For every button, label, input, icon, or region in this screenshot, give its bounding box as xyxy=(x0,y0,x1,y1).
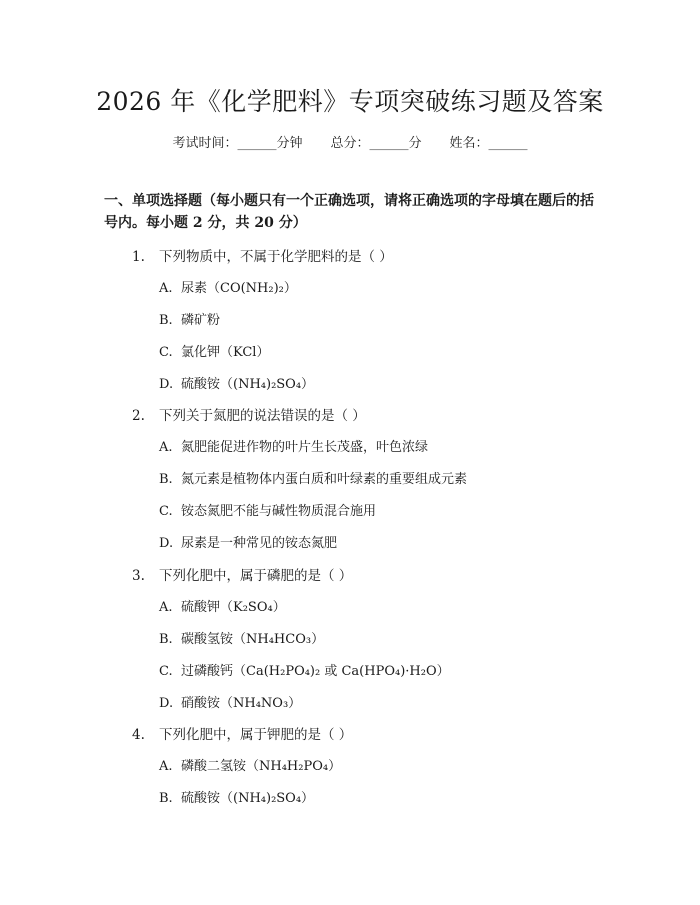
option-3a: A. 硫酸钾（K₂SO₄） xyxy=(159,600,286,615)
option-3d: D. 硝酸铵（NH₄NO₃） xyxy=(159,696,302,711)
option-text: 硝酸铵（NH₄NO₃） xyxy=(181,696,302,711)
question-number: 1. xyxy=(132,249,145,265)
option-1d: D. 硫酸铵（(NH₄)₂SO₄） xyxy=(159,377,315,392)
question-stem: 下列关于氮肥的说法错误的是（ ） xyxy=(159,408,366,424)
question-stem: 下列化肥中，属于磷肥的是（ ） xyxy=(159,568,353,584)
question-3 xyxy=(132,564,352,584)
total-score-field: 总分：______分 xyxy=(330,136,422,151)
option-4b: B. 硫酸铵（(NH₄)₂SO₄） xyxy=(159,791,315,806)
option-text: 尿素是一种常见的铵态氮肥 xyxy=(181,536,338,551)
question-number: 2. xyxy=(132,408,145,424)
question-1 xyxy=(132,245,393,265)
option-3b: B. 碳酸氢铵（NH₄HCO₃） xyxy=(159,632,325,647)
option-text: 硫酸铵（(NH₄)₂SO₄） xyxy=(181,791,315,806)
option-text: 过磷酸钙（Ca(H₂PO₄)₂ 或 Ca(HPO₄)·H₂O） xyxy=(181,664,450,679)
question-number: 4. xyxy=(132,727,145,743)
page-title: 2026 年《化学肥料》专项突破练习题及答案 xyxy=(96,87,604,116)
question-number: 3. xyxy=(132,568,145,584)
option-text: 硫酸钾（K₂SO₄） xyxy=(181,600,286,615)
option-2c: C. 铵态氮肥不能与碱性物质混合施用 xyxy=(159,504,377,519)
question-2 xyxy=(132,404,366,424)
exam-meta xyxy=(0,132,700,151)
option-2d: D. 尿素是一种常见的铵态氮肥 xyxy=(159,536,338,551)
question-stem: 下列物质中，不属于化学肥料的是（ ） xyxy=(159,249,393,265)
option-4a: A. 磷酸二氢铵（NH₄H₂PO₄） xyxy=(159,759,342,774)
option-1a: A. 尿素（CO(NH₂)₂） xyxy=(159,281,297,296)
section-heading: 一、单项选择题（每小题只有一个正确选项，请将正确选项的字母填在题后的括号内。每小题 2 分，共 20 分） xyxy=(104,193,594,231)
student-name-field: 姓名：______ xyxy=(449,136,528,151)
option-text: 铵态氮肥不能与碱性物质混合施用 xyxy=(181,504,377,519)
option-2b: B. 氮元素是植物体内蛋白质和叶绿素的重要组成元素 xyxy=(159,472,468,487)
option-3c: C. 过磷酸钙（Ca(H₂PO₄)₂ 或 Ca(HPO₄)·H₂O） xyxy=(159,664,450,679)
option-1c: C. 氯化钾（KCl） xyxy=(159,345,270,360)
option-text: 氮元素是植物体内蛋白质和叶绿素的重要组成元素 xyxy=(181,472,468,487)
option-text: 尿素（CO(NH₂)₂） xyxy=(181,281,297,296)
option-text: 氯化钾（KCl） xyxy=(181,345,270,360)
question-4 xyxy=(132,723,352,743)
option-text: 磷酸二氢铵（NH₄H₂PO₄） xyxy=(181,759,342,774)
option-1b: B. 磷矿粉 xyxy=(159,313,221,328)
option-2a: A. 氮肥能促进作物的叶片生长茂盛，叶色浓绿 xyxy=(159,440,429,455)
option-text: 磷矿粉 xyxy=(181,313,221,328)
option-text: 硫酸铵（(NH₄)₂SO₄） xyxy=(181,377,315,392)
option-text: 碳酸氢铵（NH₄HCO₃） xyxy=(181,632,325,647)
question-stem: 下列化肥中，属于钾肥的是（ ） xyxy=(159,727,353,743)
exam-time-field: 考试时间：______分钟 xyxy=(172,136,303,151)
option-text: 氮肥能促进作物的叶片生长茂盛，叶色浓绿 xyxy=(181,440,429,455)
